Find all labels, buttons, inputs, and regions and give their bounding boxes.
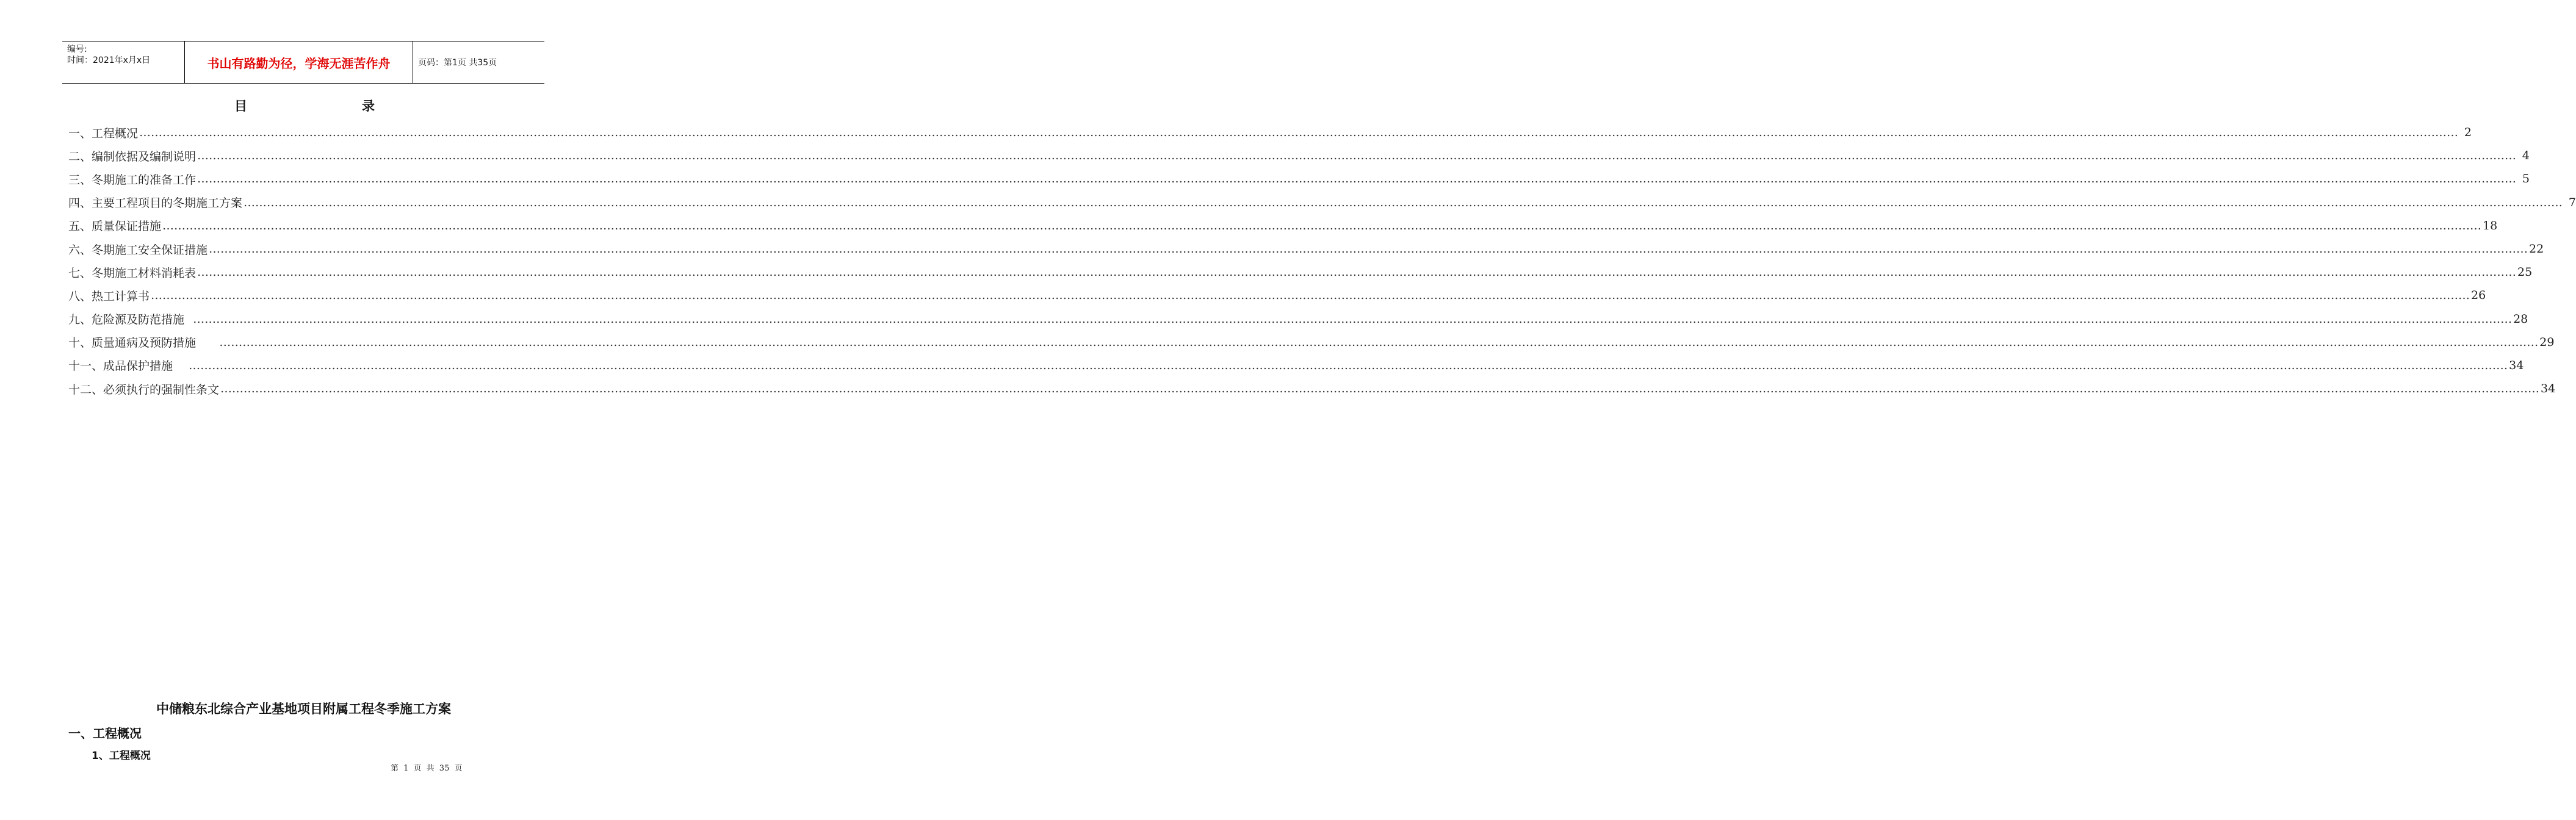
toc-leader-dots: …………………………………………………………………………………………………………………………………………………………………………………………………………………………………………………………………………………………………………………………………………………………………………………………………………………………………………………………………………………………………………………………………………………… (244, 195, 2563, 209)
page-info-text: 页码：第1页 共35页 (418, 58, 497, 68)
toc-entry-label: 五、质量保证措施 (68, 220, 162, 234)
toc-leader-dots: …………………………………………………………………………………………………………………………………………………………………………………………………………………………………………………………………………………………………………………………………………………………………………………………………………………………………………………………………………………………………………………………………………………… (197, 149, 2517, 163)
section-heading: 一、工程概况 (68, 726, 142, 741)
document-title: 中储粮东北综合产业基地项目附属工程冬季施工方案 (156, 702, 451, 716)
time-label: 时间：2021年x月x日 (67, 56, 151, 65)
toc-entry-label: 八、热工计算书 (68, 289, 150, 303)
toc-leader-dots: …………………………………………………………………………………………………………………………………………………………………………………………………………………………………………………………………………………………………………………………………………………………………………………………………………………………………………………………………………………………………………………………………………………… (193, 312, 2513, 326)
toc-entry-page: 2 (2464, 126, 2472, 140)
toc-entry-page: 18 (2483, 218, 2498, 232)
toc-entry[interactable] (68, 284, 2486, 307)
toc-entry-page: 5 (2522, 172, 2530, 186)
toc-title-left: 目 (234, 99, 247, 113)
toc-leader-dots: …………………………………………………………………………………………………………………………………………………………………………………………………………………………………………………………………………………………………………………………………………………………………………………………………………………………………………………………………………………………………………………………………………………… (219, 335, 2539, 349)
toc-leader-dots: …………………………………………………………………………………………………………………………………………………………………………………………………………………………………………………………………………………………………………………………………………………………………………………………………………………………………………………………………………………………………………………………………………………… (162, 218, 2482, 232)
toc-title-right: 录 (362, 99, 375, 113)
header-page-info (413, 41, 544, 83)
toc-entry-label: 七、冬期施工材料消耗表 (68, 266, 197, 280)
toc-entry-label: 一、工程概况 (68, 126, 139, 140)
table-of-contents (68, 121, 2576, 400)
toc-leader-dots: …………………………………………………………………………………………………………………………………………………………………………………………………………………………………………………………………………………………………………………………………………………………………………………………………………………………………………………………………………………………………………………………………………………… (209, 242, 2528, 256)
toc-entry-label: 九、危险源及防范措施 (68, 313, 192, 327)
toc-entry[interactable] (68, 354, 2524, 377)
toc-leader-dots: …………………………………………………………………………………………………………………………………………………………………………………………………………………………………………………………………………………………………………………………………………………………………………………………………………………………………………………………………………………………………………………………………………………… (139, 126, 2459, 140)
header-motto: 书山有路勤为径，学海无涯苦作舟 (185, 41, 413, 83)
toc-entry-label: 十一、成品保护措施 (68, 359, 188, 373)
toc-entry-page: 26 (2471, 289, 2486, 303)
page-footer: 第 1 页 共 35 页 (391, 764, 463, 773)
toc-entry[interactable] (68, 191, 2576, 214)
toc-leader-dots: …………………………………………………………………………………………………………………………………………………………………………………………………………………………………………………………………………………………………………………………………………………………………………………………………………………………………………………………………………………………………………………………………………………… (197, 172, 2517, 186)
toc-leader-dots: …………………………………………………………………………………………………………………………………………………………………………………………………………………………………………………………………………………………………………………………………………………………………………………………………………………………………………………………………………………………………………………………………………………… (151, 289, 2470, 303)
toc-entry-page: 7 (2568, 195, 2576, 209)
toc-entry-label: 二、编制依据及编制说明 (68, 149, 197, 164)
toc-entry[interactable] (68, 144, 2530, 167)
toc-leader-dots: …………………………………………………………………………………………………………………………………………………………………………………………………………………………………………………………………………………………………………………………………………………………………………………………………………………………………………………………………………………………………………………………………………………… (189, 358, 2508, 372)
toc-entry-page: 34 (2541, 382, 2556, 396)
toc-entry-page: 22 (2529, 242, 2544, 256)
toc-entry[interactable] (68, 167, 2530, 190)
toc-entry[interactable] (68, 237, 2544, 261)
toc-entry[interactable] (68, 377, 2556, 400)
toc-entry-page: 28 (2513, 312, 2528, 326)
toc-entry[interactable] (68, 121, 2472, 144)
toc-entry-page: 25 (2517, 265, 2533, 279)
toc-entry[interactable] (68, 214, 2498, 237)
toc-entry-label: 三、冬期施工的准备工作 (68, 173, 197, 187)
toc-entry-page: 29 (2539, 335, 2555, 349)
toc-entry-label: 十、质量通病及预防措施 (68, 336, 218, 350)
toc-entry-page: 4 (2522, 149, 2530, 163)
page-header (62, 41, 544, 84)
subsection-heading: 1、工程概况 (92, 750, 151, 762)
toc-entry-page: 34 (2509, 358, 2524, 372)
toc-entry-label: 四、主要工程项目的冬期施工方案 (68, 196, 243, 210)
toc-entry[interactable] (68, 331, 2555, 354)
toc-entry-label: 十二、必须执行的强制性条文 (68, 383, 220, 397)
toc-entry-label: 六、冬期施工安全保证措施 (68, 243, 208, 257)
toc-leader-dots: …………………………………………………………………………………………………………………………………………………………………………………………………………………………………………………………………………………………………………………………………………………………………………………………………………………………………………………………………………………………………………………………………………………… (197, 265, 2517, 279)
header-meta (62, 41, 185, 83)
number-label: 编号: (67, 45, 87, 54)
toc-title (234, 96, 375, 115)
toc-leader-dots: …………………………………………………………………………………………………………………………………………………………………………………………………………………………………………………………………………………………………………………………………………………………………………………………………………………………………………………………………………………………………………………………………………………… (220, 382, 2540, 396)
toc-entry[interactable] (68, 308, 2528, 331)
toc-entry[interactable] (68, 261, 2533, 284)
